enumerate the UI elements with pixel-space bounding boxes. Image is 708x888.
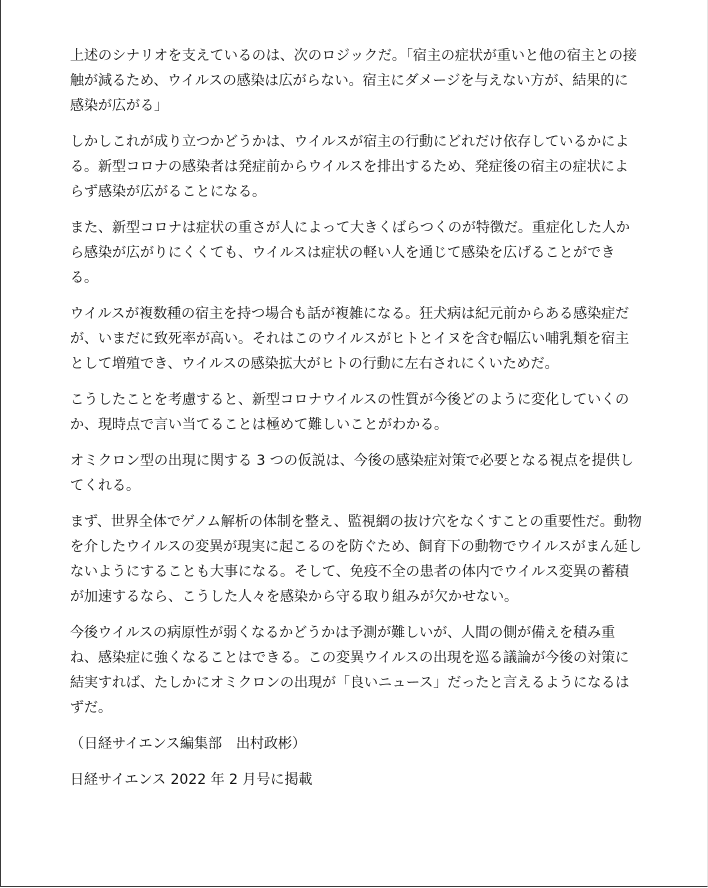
paragraph: こうしたことを考慮すると、新型コロナウイルスの性質が今後どのように変化していくのか、現時点で言い当てることは極めて難しいことがわかる。	[70, 392, 630, 433]
paragraph: 今後ウイルスの病原性が弱くなるかどうかは予測が難しいが、人間の側が備えを積み重ね、感染症に強くなることはできる。この変異ウイルスの出現を巡る議論が今後の対策に結実すれば、たしかにオミクロンの出現が「良いニュース」だったと言えるようになるはずだ。	[70, 625, 630, 716]
paragraph: ウイルスが複数種の宿主を持つ場合も話が複雑になる。狂犬病は紀元前からある感染症だが、いまだに致死率が高い。それはこのウイルスがヒトとイヌを含む幅広い哺乳類を宿主として増殖でき、ウイルスの感染拡大がヒトの行動に左右されにくいためだ。	[70, 306, 630, 372]
article-body	[70, 44, 642, 804]
paragraph: 上述のシナリオを支えているのは、次のロジックだ。「宿主の症状が重いと他の宿主との接触が減るため、ウイルスの感染は広がらない。宿主にダメージを与えない方が、結果的に感染が広がる」	[70, 48, 637, 114]
source-note: 日経サイエンス 2022 年 2 月号に掲載	[70, 772, 313, 788]
byline: （日経サイエンス編集部 出村政彬）	[70, 736, 307, 752]
paragraph: しかしこれが成り立つかどうかは、ウイルスが宿主の行動にどれだけ依存しているかによる。新型コロナの感染者は発症前からウイルスを排出するため、発症後の宿主の症状によらず感染が広がることになる。	[70, 134, 630, 200]
paragraph: オミクロン型の出現に関する 3 つの仮説は、今後の感染症対策で必要となる視点を提供してくれる。	[70, 453, 634, 494]
paragraph: また、新型コロナは症状の重さが人によって大きくばらつくのが特徴だ。重症化した人から感染が広がりにくくても、ウイルスは症状の軽い人を通じて感染を広げることができる。	[70, 220, 630, 286]
paragraph: まず、世界全体でゲノム解析の体制を整え、監視網の抜け穴をなくすことの重要性だ。動物を介したウイルスの変異が現実に起こるのを防ぐため、飼育下の動物でウイルスがまん延しないようにすることも大事になる。そして、免疫不全の患者の体内でウイルス変異の蓄積が加速するなら、こうした人々を感染から守る取り組みが欠かせない。	[70, 514, 642, 605]
